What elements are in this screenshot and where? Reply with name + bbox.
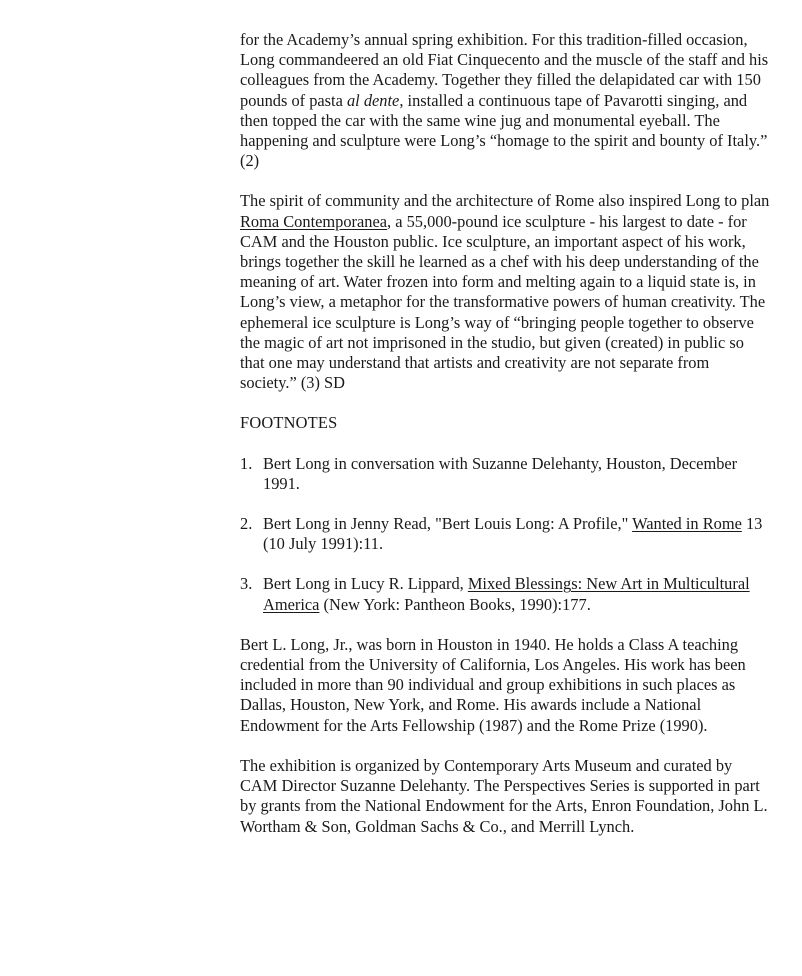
footnote-number: 1. [240,453,253,473]
footnote-1 [240,454,770,494]
intro-text-part1: for the Academy’s annual spring exhibition. For this tradition-filled occasion, Long commandeered an old Fiat Cinquecento and the muscle of the staff and his colleagues from the Academy. Together they filled the delapidated car with 150 pounds of pasta [240,30,769,110]
footnote-text-part2: 13 (10 July 1991):11. [263,514,763,554]
intro-text-part2: , installed a continuous tape of Pavarotti singing, and then topped the car with the same wine jug and monumental eyeball. The happening and sculpture were Long’s “homage to the spirit and bounty of Italy.” (2) [240,90,768,171]
footnote-text: Bert Long in conversation with Suzanne Delehanty, Houston, December 1991. [263,453,738,493]
footnote-2 [240,514,770,554]
intro-paragraph [240,30,770,171]
spirit-text-part2: , a 55,000-pound ice sculpture - his largest to date - for CAM and the Houston public. Ice sculpture, an important aspect of his work, brings together the skill he learned as a chef with his deep understanding of the meaning of art. Water frozen into form and melting again to a liquid state is, in Long’s view, a metaphor for the transformative powers of human creativity. The ephemeral ice sculpture is Long’s way of “bringing people together to observe the magic of art not imprisoned in the studio, but given (created) in public so that one may understand that artists and creativity are not separate from society.” (3) SD [240,211,766,393]
book-title: Mixed Blessings: New Art in Multicultural America [263,574,750,614]
publication-title: Wanted in Rome [632,514,742,534]
bio-paragraph: Bert L. Long, Jr., was born in Houston in 1940. He holds a Class A teaching credential from the University of California, Los Angeles. His work has been included in more than 90 individual and group exhibitions in such places as Dallas, Houston, New York, and Rome. His awards include a National Endowment for the Arts Fellowship (1987) and the Rome Prize (1990). [240,634,746,735]
footnote-text-part1: Bert Long in Jenny Read, "Bert Louis Long: A Profile," [263,514,633,534]
footnote-text-part1: Bert Long in Lucy R. Lippard, [263,574,468,594]
intro-italic-term: al dente [346,90,400,110]
footnote-number: 3. [240,574,253,594]
footnotes-list [240,454,770,615]
spirit-paragraph [240,191,770,393]
document-page [240,30,770,857]
artwork-title: Roma Contemporanea [240,211,388,231]
footnotes-heading: FOOTNOTES [240,413,338,433]
footnote-3 [240,574,770,614]
spirit-text-part1: The spirit of community and the architecture of Rome also inspired Long to plan [240,191,770,211]
credits-paragraph: The exhibition is organized by Contemporary Arts Museum and curated by CAM Director Suzanne Delehanty. The Perspectives Series is supported in part by grants from the National Endowment for the Arts, Enron Foundation, John L. Wortham & Son, Goldman Sachs & Co., and Merrill Lynch. [240,755,768,836]
footnote-text-part2: (New York: Pantheon Books, 1990):177. [319,594,591,614]
footnote-number: 2. [240,514,253,534]
